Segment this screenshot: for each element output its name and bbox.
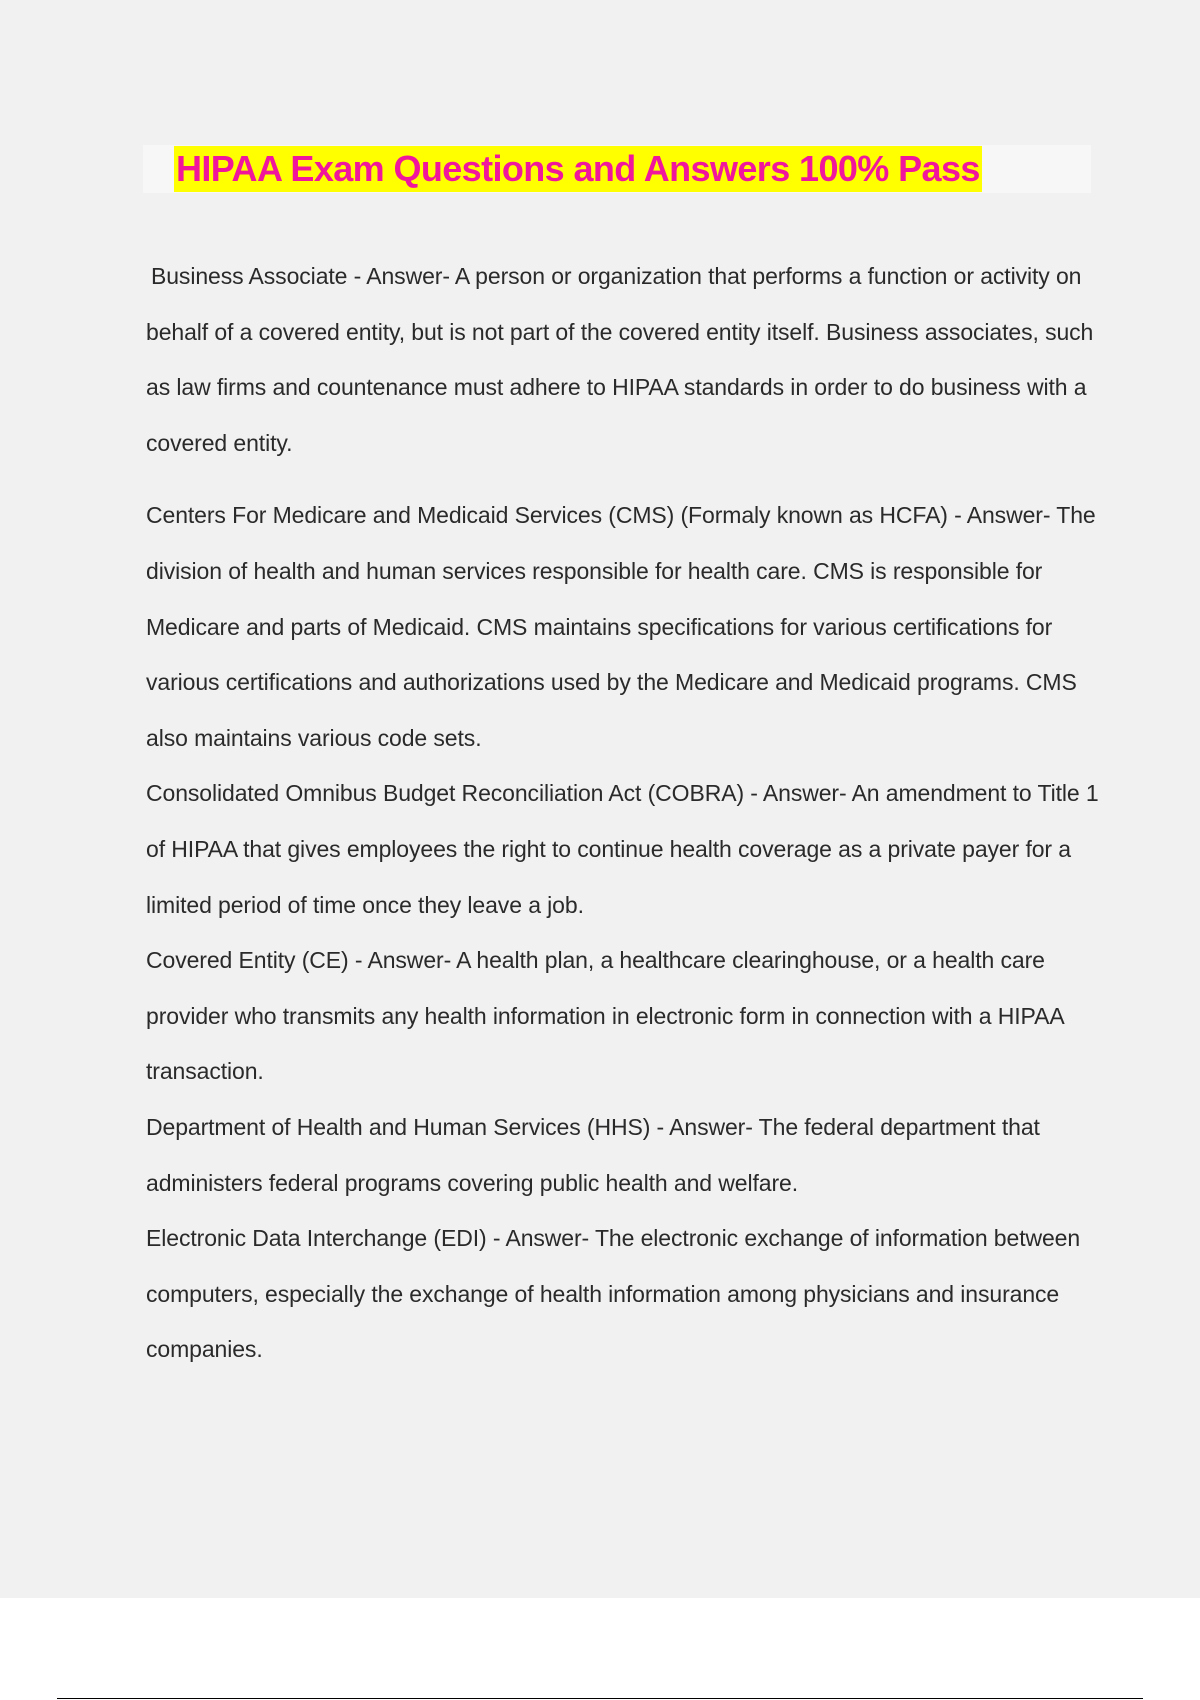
qa-entry (146, 249, 1106, 471)
qa-separator: - Answer- (947, 502, 1057, 529)
qa-definition: A health plan, a healthcare clearinghouse, or a health care provider who transmits any health information in electronic form in connection with a HIPAA transaction. (146, 947, 1064, 1085)
qa-separator: - Answer- (486, 1225, 595, 1252)
qa-term: Business Associate (151, 263, 348, 289)
qa-separator: - Answer- (744, 780, 852, 807)
qa-entry (146, 1100, 1106, 1211)
document-title: HIPAA Exam Questions and Answers 100% Pass (174, 146, 982, 192)
qa-term: Centers For Medicare and Medicaid Services (CMS) (Formaly known as HCFA) (146, 502, 948, 529)
qa-definition: A person or organization that performs a function or activity on behalf of a covered entity, but is not part of the covered entity itself. Business associates, such as law firms and countenance must adhere to HIPAA standards in order to do business with a covered entity. (146, 263, 1094, 456)
footer-rule (57, 1698, 1143, 1699)
qa-definition: The division of health and human services responsible for health care. CMS is responsible for Medicare and parts of Medicaid. CMS maintains specifications for various certifications for various certifications and authorizations used by the Medicare and Medicaid programs. CMS also maintains various code sets. (146, 502, 1096, 751)
qa-separator: - Answer- (348, 947, 457, 974)
qa-term: Consolidated Omnibus Budget Reconciliation Act (COBRA) (146, 780, 745, 807)
qa-separator: - Answer- (650, 1113, 759, 1140)
qa-definition: An amendment to Title 1 of HIPAA that gives employees the right to continue health coverage as a private payer for a limited period of time once they leave a job. (146, 780, 1099, 918)
qa-entry (146, 766, 1106, 933)
qa-term: Department of Health and Human Services (HHS) (146, 1113, 651, 1140)
qa-entry (146, 488, 1106, 766)
qa-entry (146, 1211, 1106, 1378)
qa-term: Covered Entity (CE) (146, 947, 349, 974)
qa-term: Electronic Data Interchange (EDI) (146, 1225, 487, 1252)
document-body (146, 249, 1106, 1378)
qa-separator: - Answer- (347, 263, 455, 289)
qa-definition: The federal department that administers federal programs covering public health and welfare. (146, 1113, 1040, 1196)
qa-entry (146, 933, 1106, 1100)
qa-definition: The electronic exchange of information between computers, especially the exchange of health information among physicians and insurance companies. (146, 1225, 1081, 1363)
